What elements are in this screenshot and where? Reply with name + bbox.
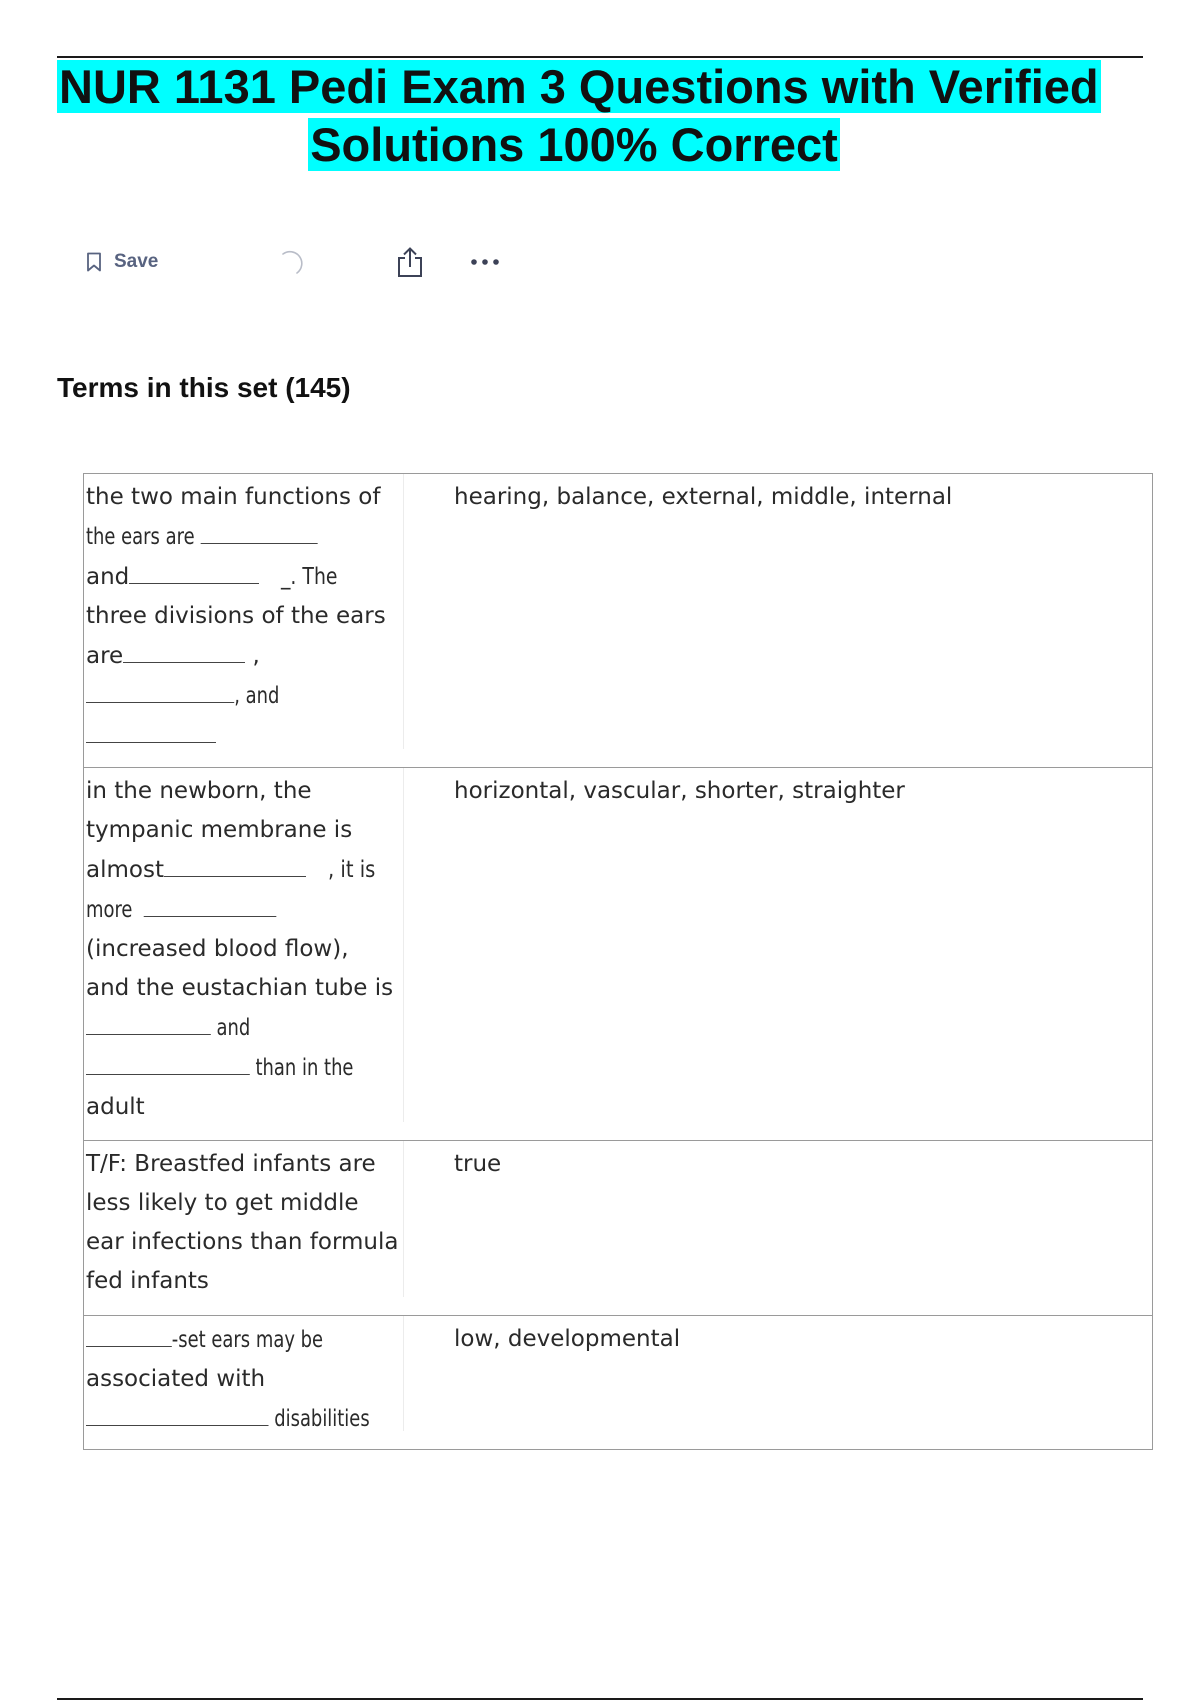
term-card [84, 1315, 1152, 1449]
term-answer: horizontal, vascular, shorter, straighter [454, 778, 905, 804]
term-line: adult [86, 1094, 145, 1120]
term-answer: low, developmental [454, 1326, 681, 1352]
term-line: and the eustachian tube is [86, 975, 394, 1001]
term-line: three divisions of the ears [86, 603, 386, 629]
term-line: more [86, 890, 276, 930]
term-line: , and [86, 676, 279, 716]
term-question [84, 768, 404, 1122]
term-line: tympanic membrane is [86, 817, 353, 843]
terms-count-heading: Terms in this set (145) [57, 372, 351, 403]
term-line: disabilities [86, 1399, 370, 1439]
term-line: (increased blood flow), [86, 936, 349, 962]
more-options-button[interactable] [470, 244, 500, 280]
term-line: are , [86, 636, 399, 676]
terms-list [83, 473, 1153, 1450]
term-line: ear infections than formula [86, 1229, 399, 1255]
term-line: -set ears may be [86, 1320, 323, 1360]
share-button[interactable] [396, 244, 424, 280]
term-card [84, 767, 1152, 1140]
spinner-icon [278, 244, 304, 280]
bookmark-icon [86, 252, 102, 272]
save-label: Save [114, 251, 159, 272]
term-line: the two main functions of [86, 484, 381, 510]
term-question [84, 1316, 404, 1431]
term-answer: true [454, 1151, 502, 1177]
term-question [84, 474, 404, 749]
term-line: fed infants [86, 1268, 209, 1294]
title-line-2: Solutions 100% Correct [310, 118, 838, 171]
term-line: T/F: Breastfed infants are [86, 1151, 376, 1177]
term-line: and _. The [86, 557, 399, 597]
term-line: almost , it is [86, 850, 399, 890]
term-line: in the newborn, the [86, 778, 312, 804]
term-card [84, 474, 1152, 767]
document-title [57, 58, 1143, 174]
term-line: the ears are [86, 517, 317, 557]
set-toolbar [86, 244, 586, 280]
term-line [86, 716, 399, 756]
term-answer: hearing, balance, external, middle, internal [454, 484, 953, 510]
share-icon [396, 246, 424, 278]
term-line: and [86, 1008, 250, 1048]
term-card [84, 1140, 1152, 1315]
save-button[interactable] [86, 244, 158, 280]
more-dots-icon [470, 258, 500, 266]
term-line: than in the [86, 1048, 353, 1088]
term-question [84, 1141, 404, 1297]
term-line: associated with [86, 1366, 266, 1392]
title-line-1: NUR 1131 Pedi Exam 3 Questions with Verified [59, 60, 1099, 113]
term-line: less likely to get middle [86, 1190, 359, 1216]
